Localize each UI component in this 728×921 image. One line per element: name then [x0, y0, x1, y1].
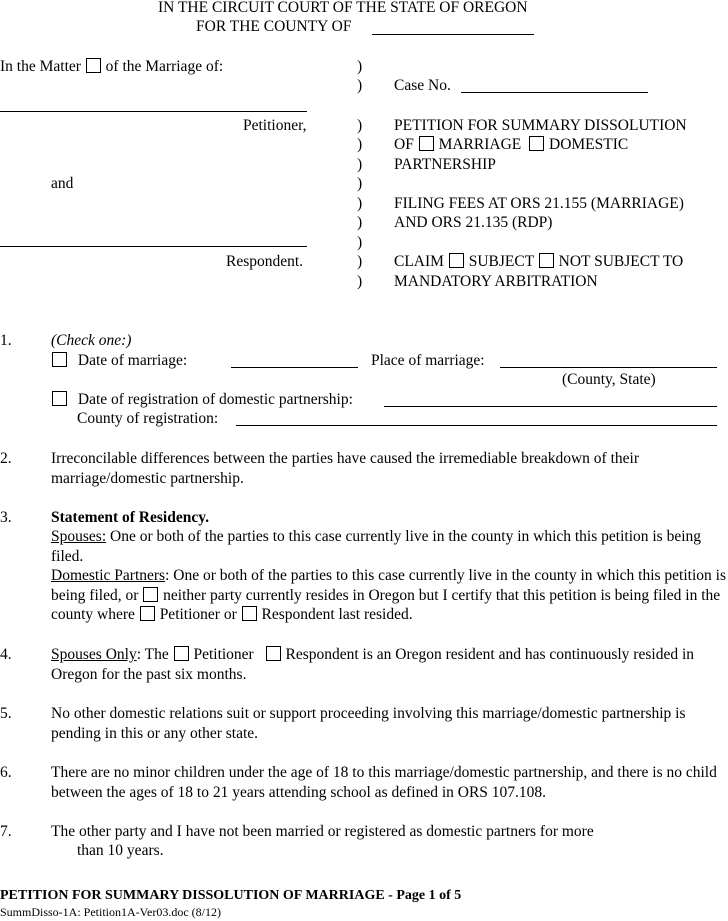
petitioner-name-field[interactable]: [0, 111, 307, 112]
paren: ): [357, 136, 363, 153]
dp-respondent-checkbox[interactable]: [242, 606, 257, 621]
matter-checkbox[interactable]: [86, 58, 101, 73]
petition-type-line: OF MARRIAGE DOMESTIC: [394, 136, 629, 153]
matter-suffix: of the Marriage of:: [105, 58, 224, 75]
fees-line-2: AND ORS 21.135 (RDP): [394, 214, 553, 231]
respondent-name-field[interactable]: [0, 246, 307, 247]
paren: ): [357, 117, 363, 134]
item-number: 1.: [0, 332, 12, 349]
county-label: FOR THE COUNTY OF: [196, 18, 352, 35]
date-of-marriage-checkbox[interactable]: [52, 352, 67, 367]
item-2-text: Irreconcilable differences between the parties have caused the irremediable breakdown of their marriage/domestic partnership.: [51, 450, 639, 487]
paren: ): [357, 156, 363, 173]
dp-petitioner-checkbox[interactable]: [140, 606, 155, 621]
paren: ): [357, 175, 363, 192]
spouses-residency-text: Spouses: One or both of the parties to this case currently live in the county in which this petition is being filed.: [51, 528, 702, 565]
item-number: 4.: [0, 646, 12, 663]
date-of-registration-checkbox[interactable]: [52, 391, 67, 406]
date-of-registration-line: Date of registration of domestic partnership:: [51, 390, 353, 410]
domestic-partners-residency-text: Domestic Partners: One or both of the parties to this case currently live in the county in which this petition is being filed, or neither party currently resides in Oregon but I certify that this petition is being filed in the county where Petitioner or Respondent last resided.: [51, 567, 726, 623]
item-number: 3.: [0, 509, 12, 526]
not-subject-checkbox[interactable]: [539, 253, 554, 268]
paren: ): [357, 77, 363, 94]
case-no-field[interactable]: [461, 92, 648, 93]
petition-title: PETITION FOR SUMMARY DISSOLUTION: [394, 117, 687, 134]
paren: ): [357, 234, 363, 251]
paren: ): [357, 58, 363, 75]
claim-line: CLAIM SUBJECT NOT SUBJECT TO: [394, 253, 684, 270]
county-state-hint: (County, State): [562, 371, 656, 388]
paren: ): [357, 253, 363, 270]
item-6-text: There are no minor children under the age of 18 to this marriage/domestic partnership, and there is no child between the ages of 18 to 21 years attending school as defined in ORS 107.108.: [51, 764, 717, 801]
residency-heading: Statement of Residency.: [51, 509, 209, 526]
and-label: and: [51, 175, 74, 192]
court-title: IN THE CIRCUIT COURT OF THE STATE OF OREGON: [158, 0, 528, 16]
respondent-label: Respondent.: [226, 253, 304, 270]
subject-checkbox[interactable]: [449, 253, 464, 268]
item4-respondent-checkbox[interactable]: [266, 646, 281, 661]
county-field[interactable]: [372, 34, 534, 35]
date-of-marriage-line: Date of marriage:: [51, 351, 187, 371]
item-5-text: No other domestic relations suit or support proceeding involving this marriage/domestic partnership is pending in this or any other state.: [51, 705, 686, 742]
paren: ): [357, 214, 363, 231]
paren: ): [357, 195, 363, 212]
county-of-registration-label: County of registration:: [77, 410, 219, 427]
domestic-partnership-checkbox[interactable]: [529, 136, 544, 151]
item-number: 5.: [0, 705, 12, 722]
county-of-registration-field[interactable]: [236, 425, 717, 426]
footer-file: SummDisso-1A: Petition1A-Ver03.doc (8/12): [0, 905, 221, 919]
neither-party-checkbox[interactable]: [143, 587, 158, 602]
paren: ): [357, 273, 363, 290]
date-of-registration-field[interactable]: [384, 406, 717, 407]
date-of-marriage-field[interactable]: [231, 367, 358, 368]
footer-title: PETITION FOR SUMMARY DISSOLUTION OF MARRIAGE - Page 1 of 5: [0, 888, 462, 903]
petitioner-label: Petitioner,: [243, 117, 307, 134]
item-number: 7.: [0, 823, 12, 840]
partnership-label: PARTNERSHIP: [394, 156, 496, 173]
check-one-label: (Check one:): [51, 332, 132, 349]
marriage-checkbox[interactable]: [419, 136, 434, 151]
case-no-label: Case No.: [394, 77, 451, 94]
item-number: 2.: [0, 450, 12, 467]
item-7-line-1: The other party and I have not been married or registered as domestic partners for more: [51, 823, 594, 840]
fees-line-1: FILING FEES AT ORS 21.155 (MARRIAGE): [394, 195, 684, 212]
arbitration-label: MANDATORY ARBITRATION: [394, 273, 598, 290]
matter-prefix: In the Matter: [0, 58, 81, 75]
place-of-marriage-label: Place of marriage:: [371, 352, 485, 369]
matter-line: [0, 57, 223, 77]
item-7-line-2: than 10 years.: [77, 842, 164, 859]
item4-petitioner-checkbox[interactable]: [174, 646, 189, 661]
spouses-only-text: Spouses Only: The Petitioner Respondent is an Oregon resident and has continuously resided in Oregon for the past six months.: [51, 646, 695, 683]
place-of-marriage-field[interactable]: [500, 367, 717, 368]
item-number: 6.: [0, 764, 12, 781]
